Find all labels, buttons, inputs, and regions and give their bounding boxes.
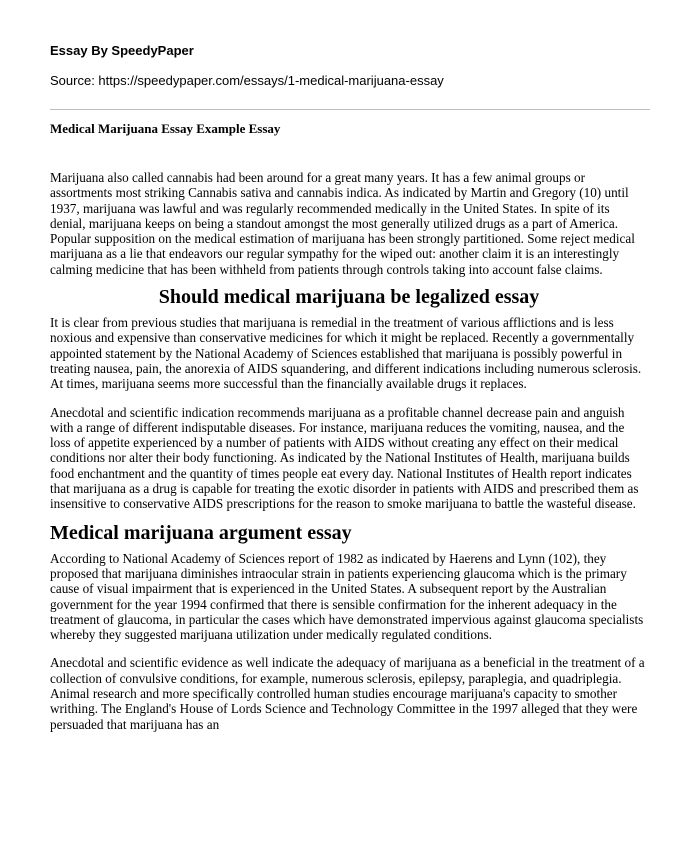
paragraph-remedial: It is clear from previous studies that marijuana is remedial in the treatment of various afflictions and is less noxious and expensive than conservative medicines for which it might be replaced. Recently a governmentally appointed statement by the National Academy of Sciences established that marijuana is possibly powerful in treating nausea, pain, the anorexia of AIDS squandering, and different indications including numerous sclerosis. At times, marijuana seems more successful than the financially available drugs it replaces. <box>50 315 642 392</box>
section-heading-legalized: Should medical marijuana be legalized essay <box>158 286 540 309</box>
paragraph-intro: Marijuana also called cannabis had been around for a great many years. It has a few animal groups or assortments most striking Cannabis sativa and cannabis indica. As indicated by Martin and Gregory (10) until 1937, marijuana was lawful and was regularly recommended medically in the United States. In spite of its denial, marijuana keeps on being a standout amongst the most generally utilized drugs as a part of America. Popular supposition on the medical estimation of marijuana has been strongly partitioned. Some reject medical marijuana as a lie that endeavors our regular sympathy for the wiped out: another claim it is an interestingly calming medicine that has been withheld from patients through controls taking into account false claims. <box>50 170 635 277</box>
paragraph-convulsive: Anecdotal and scientific evidence as well indicate the adequacy of marijuana as a beneficial in the treatment of a collection of convulsive conditions, for example, numerous sclerosis, epilepsy, paraplegia, and quadriplegia. Animal research and more specifically controlled human studies encourage marijuana's capacity to smother writhing. The England's House of Lords Science and Technology Committee in the 1997 alleged that they were persuaded that marijuana has an <box>50 655 645 732</box>
header-divider <box>50 109 650 110</box>
source-line: Source: https://speedypaper.com/essays/1-medical-marijuana-essay <box>50 73 444 88</box>
paragraph-anecdotal-aids: Anecdotal and scientific indication recommends marijuana as a profitable channel decrease pain and anguish with a range of different indisputable diseases. For instance, marijuana reduces the vomiting, nausea, and the loss of appetite experienced by a number of patients with AIDS without creating any effect on their medical conditions nor alter their body functioning. As indicated by the National Institutes of Health, marijuana builds food enchantment and the quantity of times people eat every day. National Institutes of Health report indicates that marijuana as a drug is capable for treating the exotic disorder in patients with AIDS and prescribed them as insensitive to conservative AIDS prescriptions for the reason to smoke marijuana to battle the wasteful disease. <box>50 404 639 512</box>
paragraph-glaucoma: According to National Academy of Sciences report of 1982 as indicated by Haerens and Lynn (102), they proposed that marijuana diminishes intraocular strain in patients experiencing glaucoma which is the primary cause of visual impairment that is experienced in the United States. A subsequent report by the Australian government for the year 1994 confirmed that there is sensible confirmation for the inherent adequacy in the treatment of glaucoma, in particular the cases which have demonstrated impervious against glaucoma specialists whereby they suggested marijuana utilization under medically regulated conditions. <box>50 550 644 643</box>
section-heading-argument: Medical marijuana argument essay <box>50 521 352 544</box>
essay-body <box>50 170 648 732</box>
publisher-title: Essay By SpeedyPaper <box>50 43 194 58</box>
document-title: Medical Marijuana Essay Example Essay <box>50 121 281 136</box>
